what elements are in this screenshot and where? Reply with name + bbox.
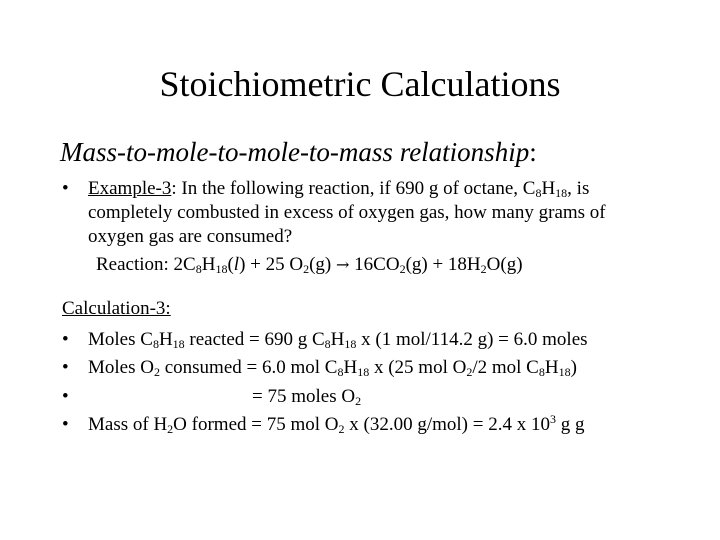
text-run: (g) + 18H bbox=[405, 254, 481, 275]
reaction-equation bbox=[96, 253, 523, 277]
example-line-2: completely combusted in excess of oxygen gas, how many grams of bbox=[88, 202, 606, 223]
text-run: ) + 25 O bbox=[239, 254, 304, 275]
calc-bullet-4: • bbox=[62, 414, 69, 435]
calc-bullet-1: • bbox=[62, 329, 69, 350]
subscript: 2 bbox=[355, 394, 362, 408]
calc-bullet-2: • bbox=[62, 357, 69, 378]
example-bullet: • bbox=[62, 178, 69, 199]
text-run: = 75 moles O bbox=[252, 386, 356, 407]
calculation-heading: Calculation-3: bbox=[62, 298, 171, 319]
subscript: 2 bbox=[303, 262, 310, 276]
text-run: H bbox=[330, 329, 345, 350]
subscript: 8 bbox=[535, 186, 542, 200]
subscript: 2 bbox=[153, 365, 160, 379]
subscript: 2 bbox=[338, 422, 345, 436]
text-run: g g bbox=[555, 414, 585, 435]
subscript: 18 bbox=[215, 262, 228, 276]
subscript: 2 bbox=[480, 262, 487, 276]
slide-subtitle bbox=[60, 135, 537, 169]
subscript: 2 bbox=[167, 422, 174, 436]
text-run: Moles C bbox=[88, 329, 153, 350]
example-line-1 bbox=[88, 177, 589, 201]
text-run: ) bbox=[570, 357, 577, 378]
text-run: Mass of H bbox=[88, 414, 168, 435]
superscript: 3 bbox=[549, 412, 556, 426]
text-run: (g) bbox=[309, 254, 336, 275]
subscript: 18 bbox=[357, 365, 370, 379]
text-run: : In the following reaction, if 690 g of octane, C bbox=[171, 178, 536, 199]
subscript: 2 bbox=[399, 262, 406, 276]
text-run: H bbox=[343, 357, 358, 378]
subscript: 18 bbox=[555, 186, 568, 200]
text-run: reacted = 690 g C bbox=[184, 329, 325, 350]
subtitle-text: Mass-to-mole-to-mole-to-mass relationship bbox=[60, 137, 530, 167]
calc-bullet-3: • bbox=[62, 386, 69, 407]
text-run: O(g) bbox=[486, 254, 523, 275]
text-run: ( bbox=[227, 254, 234, 275]
subscript: 8 bbox=[195, 262, 202, 276]
text-run: H bbox=[544, 357, 559, 378]
subtitle-colon: : bbox=[529, 137, 537, 167]
subscript: 8 bbox=[152, 337, 159, 351]
text-run: 16CO bbox=[349, 254, 400, 275]
subscript: 2 bbox=[466, 365, 473, 379]
subscript: 18 bbox=[344, 337, 357, 351]
text-run: H bbox=[541, 178, 556, 199]
subscript: 8 bbox=[538, 365, 545, 379]
calc-line-2 bbox=[88, 356, 577, 380]
text-run: x (25 mol O bbox=[369, 357, 467, 378]
text-run: Moles O bbox=[88, 357, 154, 378]
example-line-3: oxygen gas are consumed? bbox=[88, 226, 293, 247]
calc-line-3 bbox=[252, 385, 361, 409]
reaction-arrow-icon: → bbox=[336, 255, 350, 274]
slide-title: Stoichiometric Calculations bbox=[159, 64, 561, 104]
text-run: Reaction: 2C bbox=[96, 254, 196, 275]
text-run: H bbox=[201, 254, 216, 275]
text-run: , is bbox=[567, 178, 590, 199]
text-run: O formed = 75 mol O bbox=[173, 414, 339, 435]
calc-line-4 bbox=[88, 413, 584, 437]
calc-line-1 bbox=[88, 328, 588, 352]
liquid-state: l bbox=[233, 254, 240, 275]
text-run: /2 mol C bbox=[472, 357, 539, 378]
subscript: 8 bbox=[324, 337, 331, 351]
text-run: x (1 mol/114.2 g) = 6.0 moles bbox=[356, 329, 588, 350]
example-label: Example-3 bbox=[88, 178, 172, 199]
subscript: 18 bbox=[558, 365, 571, 379]
text-run: H bbox=[158, 329, 173, 350]
subscript: 8 bbox=[337, 365, 344, 379]
text-run: x (32.00 g/mol) = 2.4 x 10 bbox=[344, 414, 550, 435]
subscript: 18 bbox=[172, 337, 185, 351]
text-run: consumed = 6.0 mol C bbox=[159, 357, 338, 378]
